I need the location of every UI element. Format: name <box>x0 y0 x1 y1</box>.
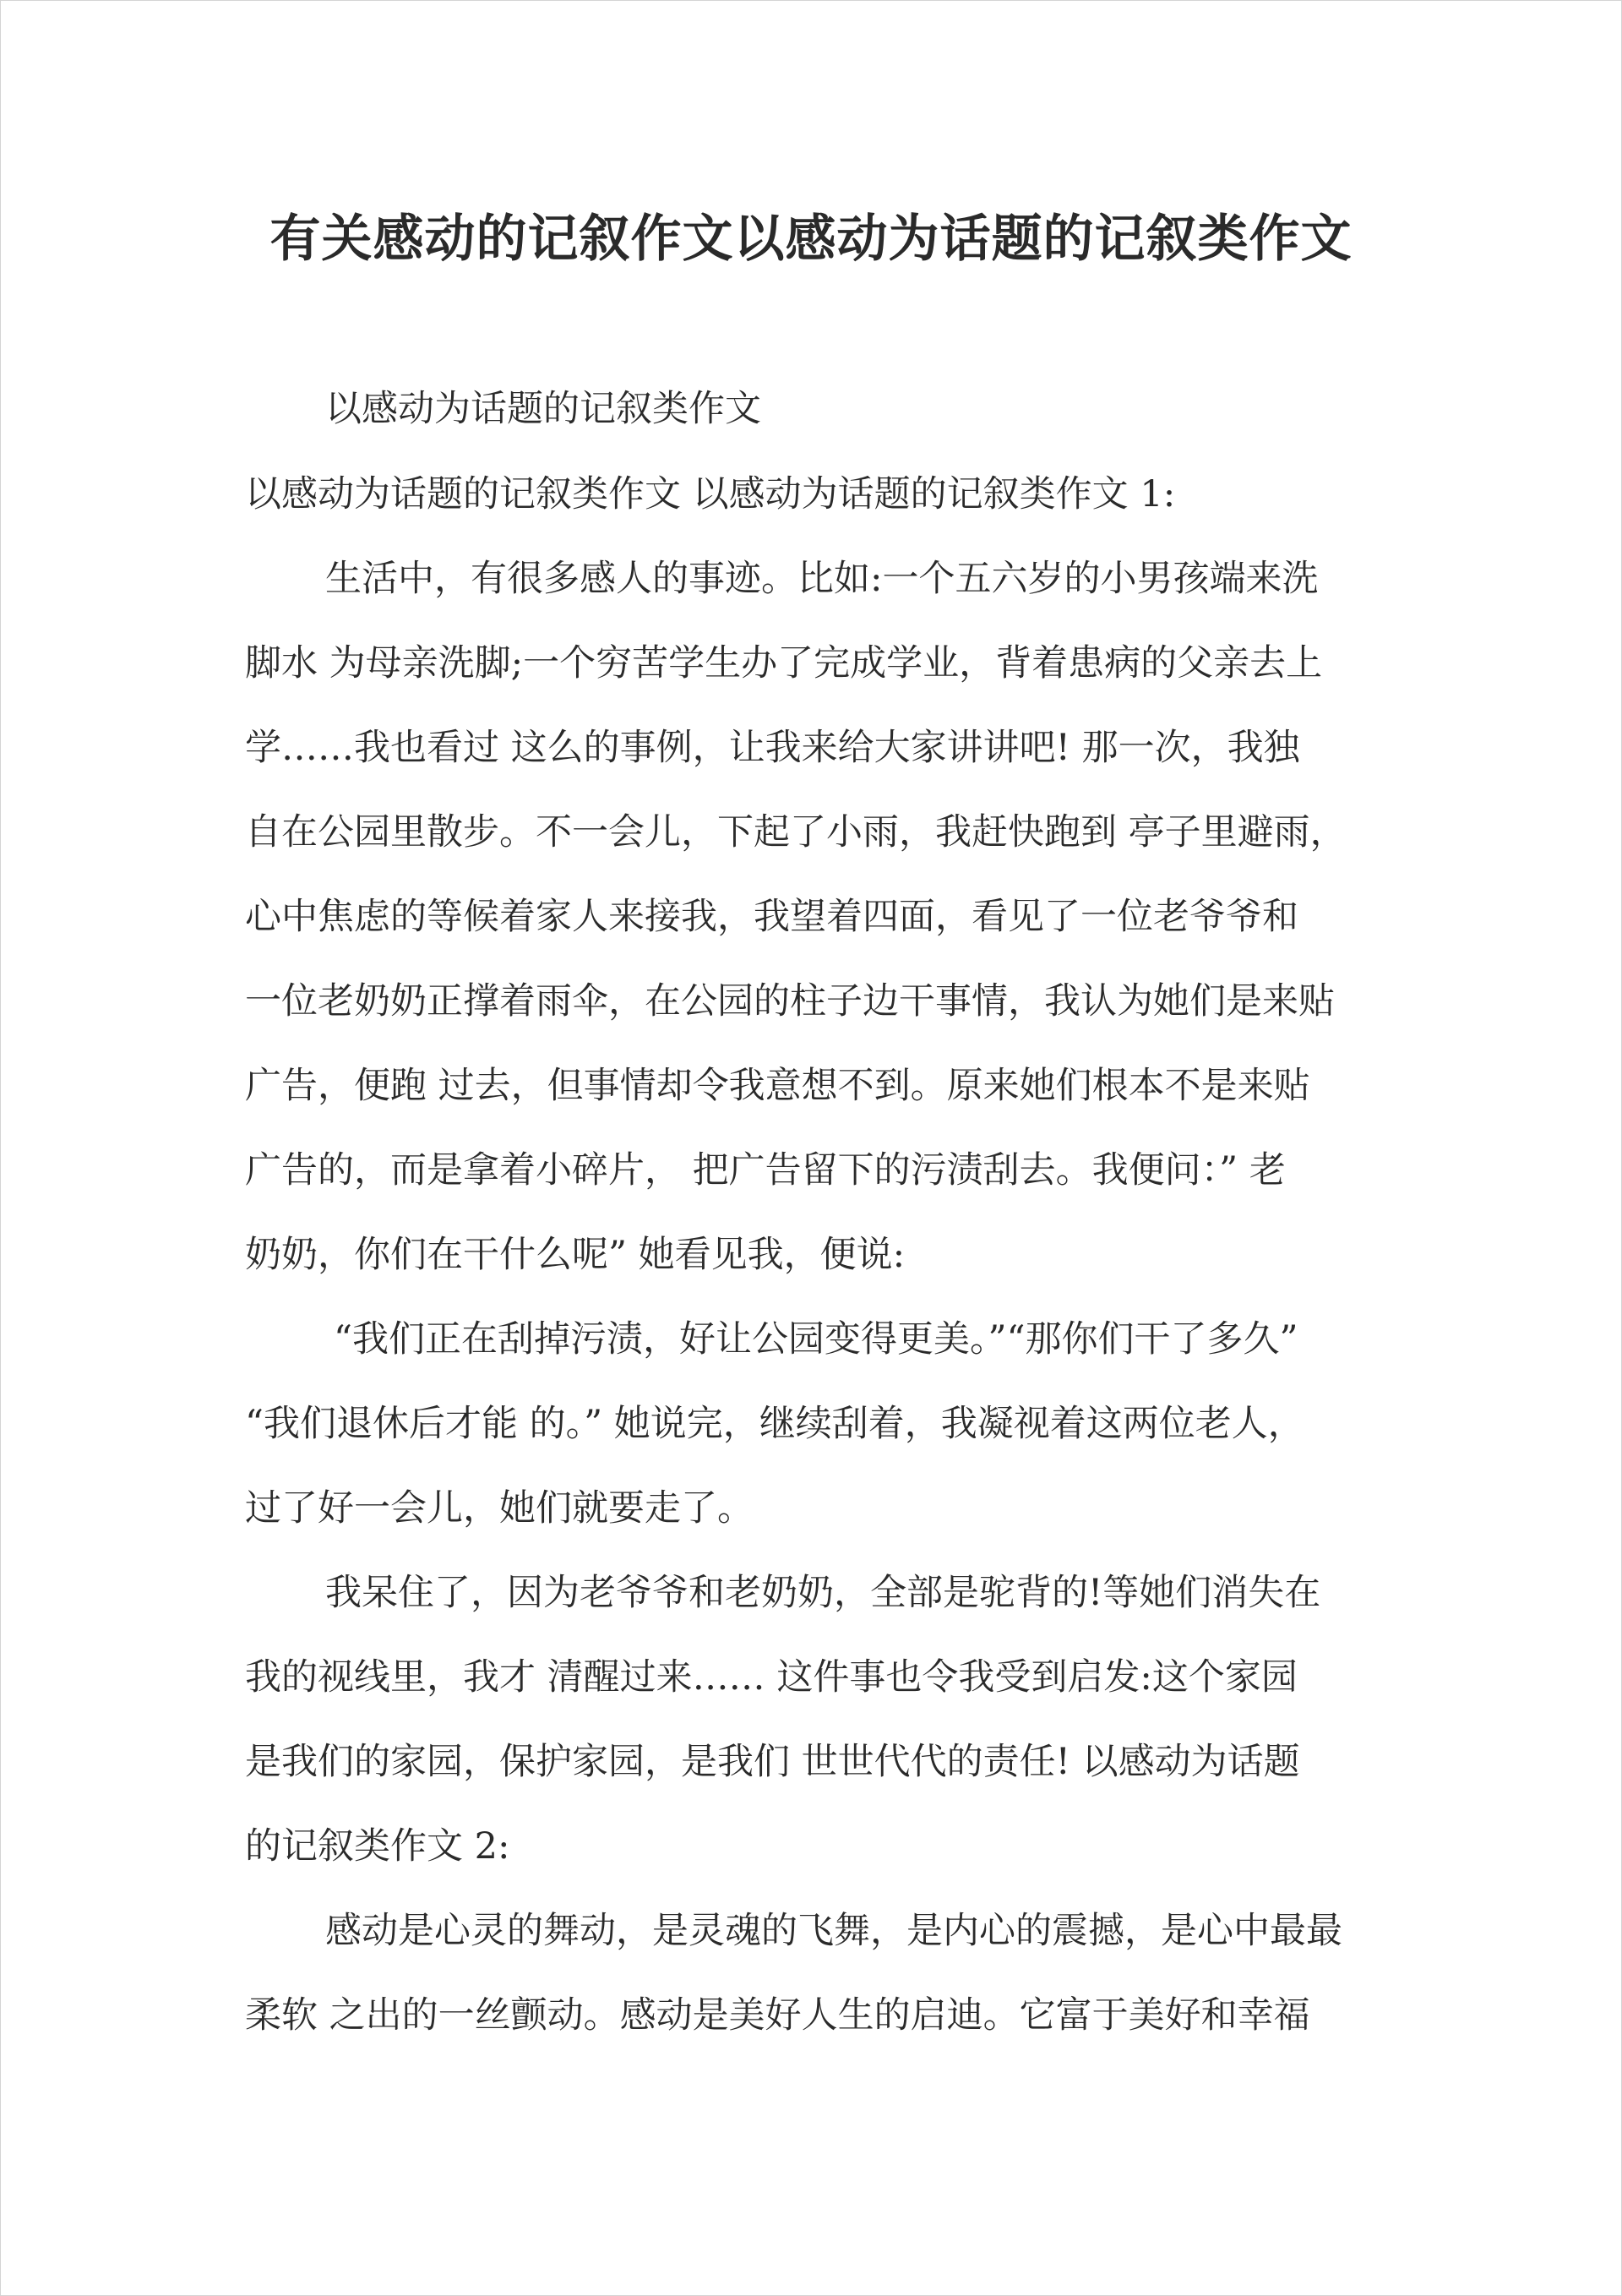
text-line-2: 生活中，有很多感人的事迹。比如:一个五六岁的小男孩端来洗 <box>325 558 1319 600</box>
text-line-14: 我呆住了，因为老爷爷和老奶奶，全部是驼背的!等她们消失在 <box>325 1572 1321 1614</box>
text-line-13: 过了好一会儿，她们就要走了。 <box>245 1487 754 1530</box>
text-line-8: 广告，便跑 过去，但事情却令我意想不到。原来她们根本不是来贴 <box>245 1065 1310 1107</box>
text-line-5: 自在公园里散步。不一会儿，下起了小雨，我赶快跑到 亭子里避雨， <box>245 811 1347 854</box>
text-line-17: 的记叙类作文 2: <box>245 1825 510 1868</box>
text-line-3: 脚水 为母亲洗脚;一个穷苦学生办了完成学业，背着患病的父亲去上 <box>245 642 1323 684</box>
text-line-1: 以感动为话题的记叙类作文 以感动为话题的记叙类作文 1: <box>245 473 1176 515</box>
text-line-19: 柔软 之出的一丝颤动。感动是美好人生的启迪。它富于美好和幸福 <box>245 1994 1310 2037</box>
text-line-6: 心中焦虑的等候着家人来接我，我望着四面，看见了一位老爷爷和 <box>245 896 1298 938</box>
text-line-9: 广告的，而是拿着小碎片， 把广告留下的污渍刮去。我便问：” 老 <box>245 1149 1286 1192</box>
text-line-18: 感动是心灵的舞动，是灵魂的飞舞，是内心的震撼，是心中最最 <box>325 1910 1342 1952</box>
document-title: 有关感动的记叙作文以感动为话题的记叙类作文 <box>269 210 1353 269</box>
subtitle-line: 以感动为话题的记叙类作文 <box>325 388 761 430</box>
text-line-10: 奶奶，你们在干什么呢” 她看见我，便说: <box>245 1234 906 1276</box>
text-line-15: 我的视线里，我才 清醒过来…… 这件事也令我受到启发:这个家园 <box>245 1656 1298 1699</box>
text-line-12: “我们退休后才能 的。” 她说完，继续刮着，我凝视着这两位老人， <box>245 1403 1304 1445</box>
text-line-4: 学……我也看过 这么的事例，让我来给大家讲讲吧! 那一次，我独 <box>245 727 1300 769</box>
text-line-11: “我们正在刮掉污渍，好让公园变得更美。”“那你们干了多久” <box>334 1318 1298 1361</box>
text-line-16: 是我们的家园，保护家园，是我们 世世代代的责任! 以感动为话题 <box>245 1741 1300 1783</box>
text-line-7: 一位老奶奶正撑着雨伞，在公园的柱子边干事情，我认为她们是来贴 <box>245 980 1335 1023</box>
